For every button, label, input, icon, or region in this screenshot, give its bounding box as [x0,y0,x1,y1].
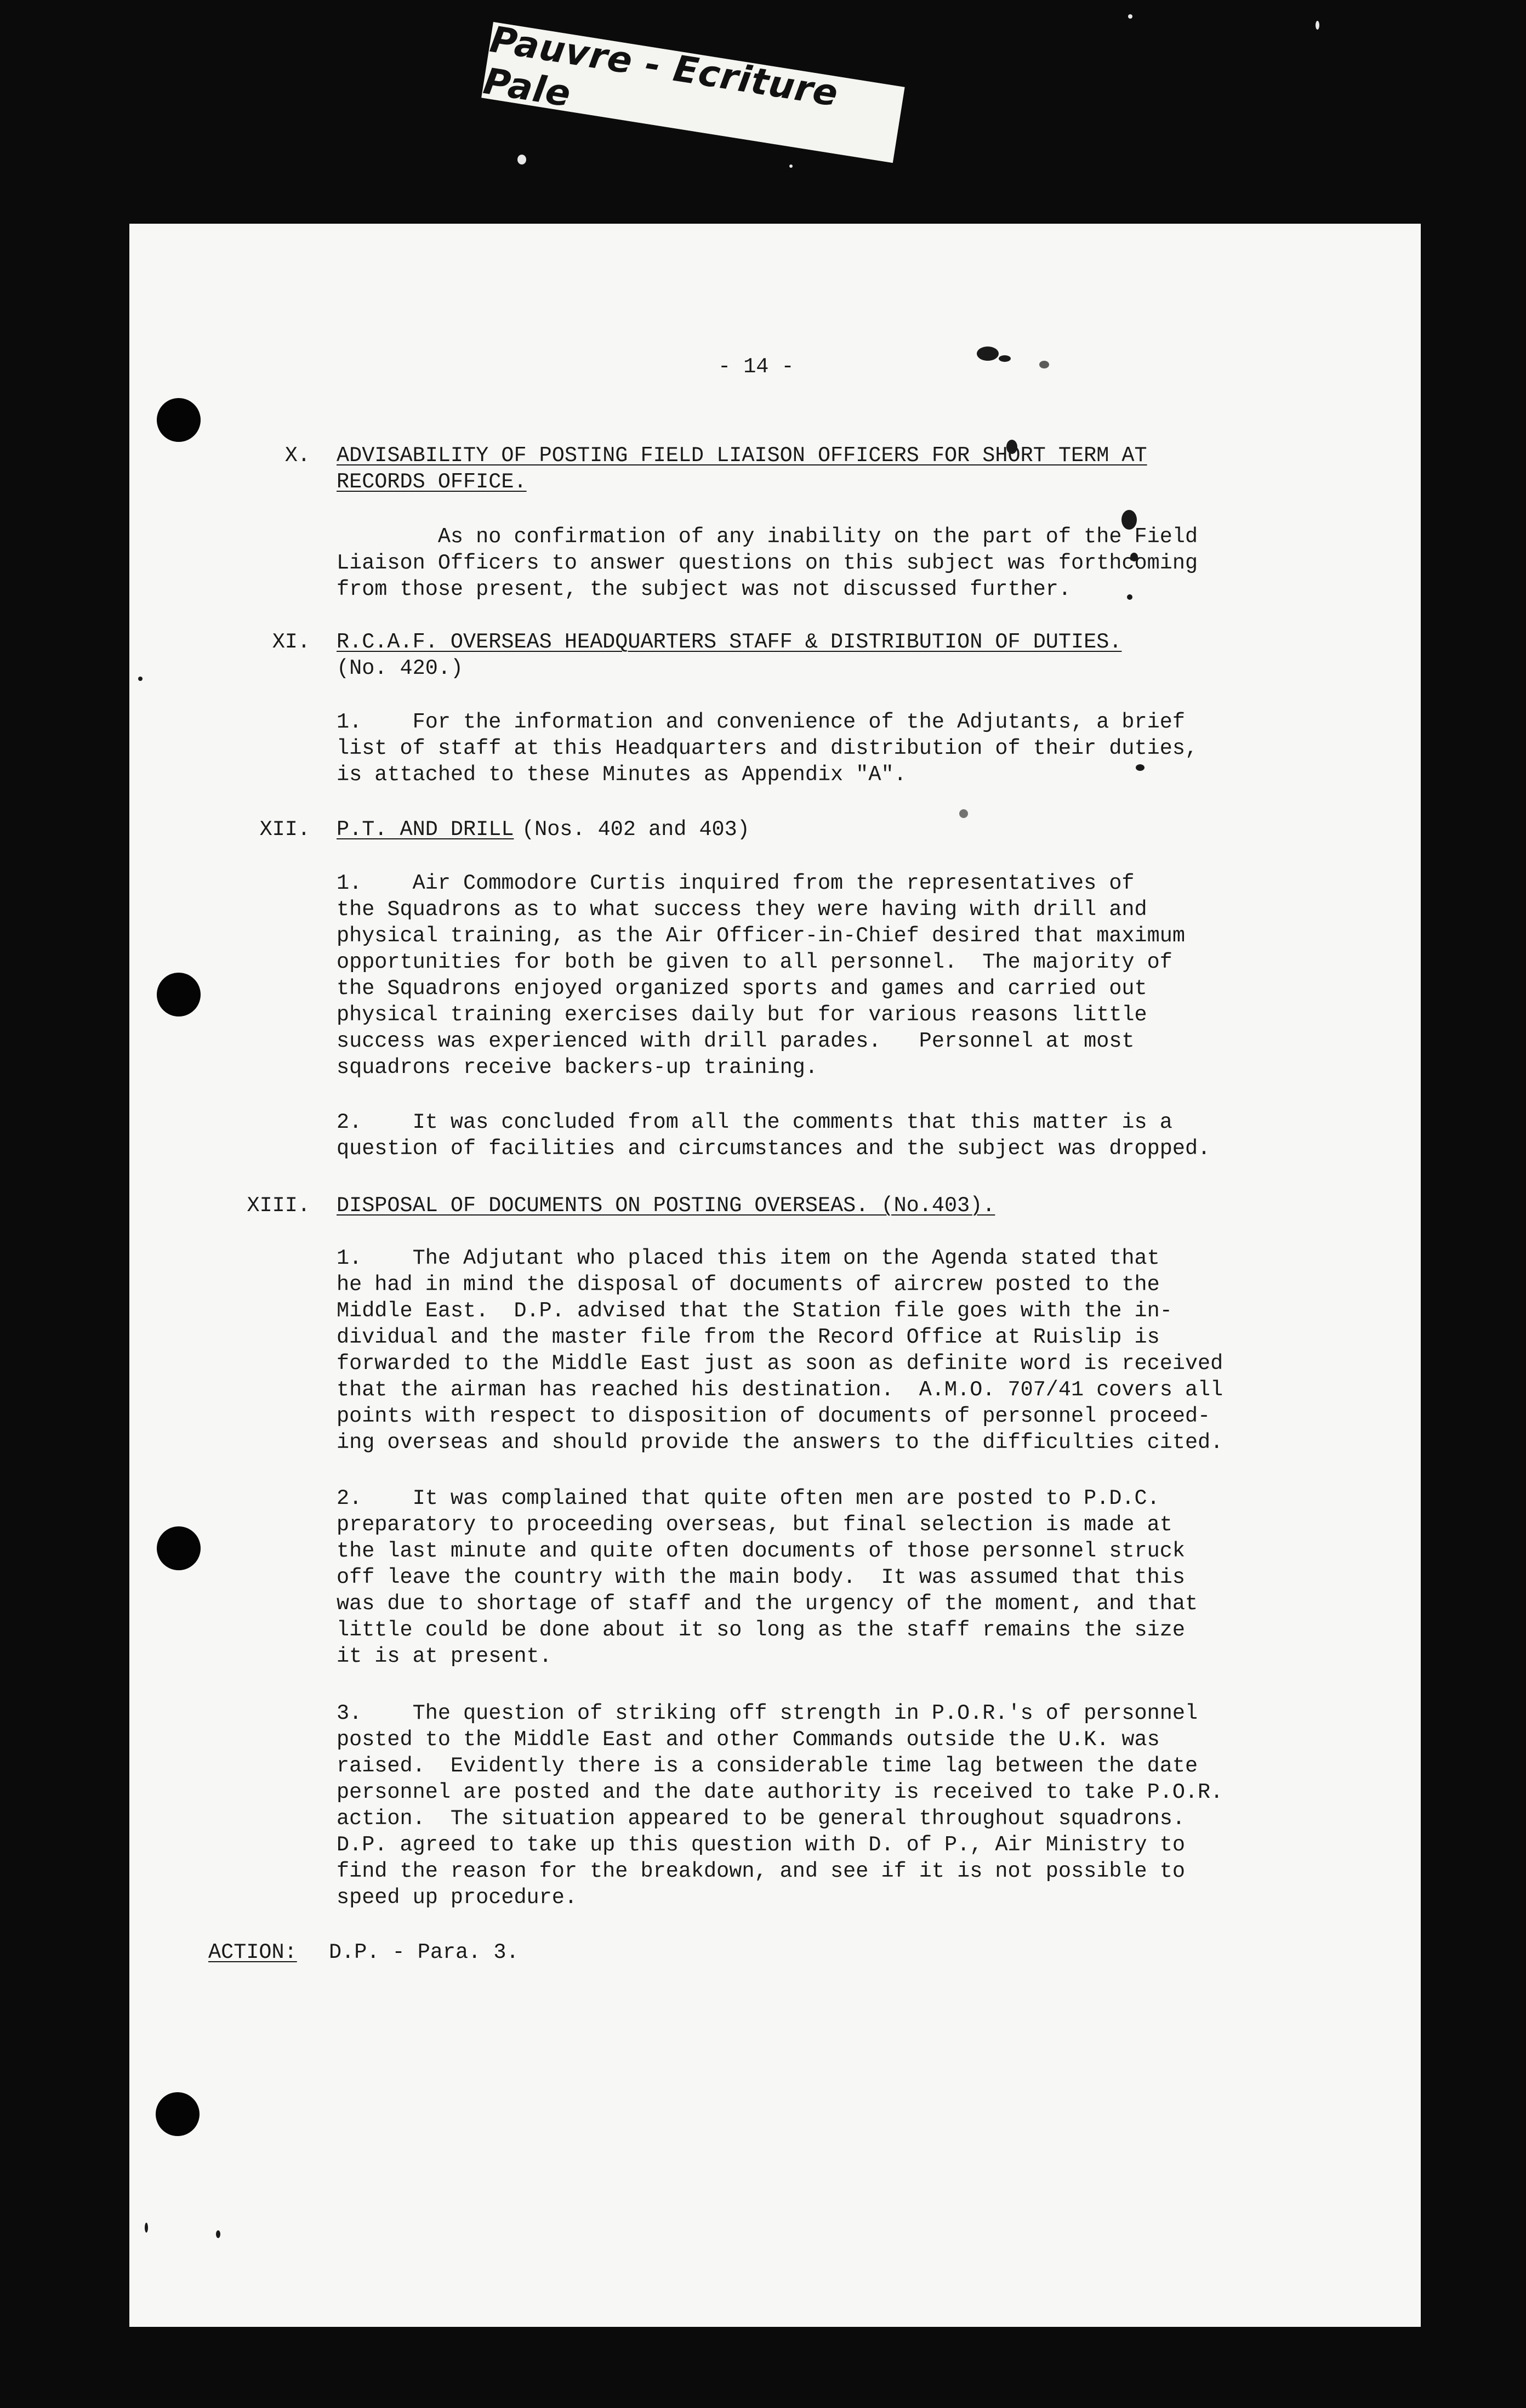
paragraph-line: physical training, as the Air Officer-in-Chief desired that maximum [337,924,1185,948]
document-page [129,224,1421,2327]
paragraph-line: 2. It was complained that quite often men are posted to P.D.C. [337,1486,1160,1510]
paragraph-line: preparatory to proceeding overseas, but final selection is made at [337,1513,1172,1537]
paragraph-line: the Squadrons enjoyed organized sports and games and carried out [337,976,1147,1001]
action-text: D.P. - Para. 3. [329,1940,519,1964]
paragraph-line: D.P. agreed to take up this question with D. of P., Air Ministry to [337,1833,1185,1857]
paragraph-line: ing overseas and should provide the answers to the difficulties cited. [337,1430,1223,1455]
paragraph-line: speed up procedure. [337,1885,577,1910]
paragraph-line: from those present, the subject was not discussed further. [337,577,1072,601]
archive-label-text: Pauvre - Ecriture Pale [481,18,841,116]
paragraph-line: points with respect to disposition of documents of personnel proceed- [337,1404,1211,1428]
section-number: XI. [272,630,310,654]
paragraph-line: find the reason for the breakdown, and see if it is not possible to [337,1859,1185,1883]
ink-smudge [999,355,1011,362]
paragraph-line: was due to shortage of staff and the urgency of the moment, and that [337,1592,1198,1616]
paragraph-line: posted to the Middle East and other Commands outside the U.K. was [337,1728,1160,1752]
paragraph-line: 1. The Adjutant who placed this item on the Agenda stated that [337,1246,1160,1270]
paragraph-line: is attached to these Minutes as Appendix "A". [337,763,907,787]
paragraph-line: question of facilities and circumstances and the subject was dropped. [337,1137,1211,1161]
section-heading: ADVISABILITY OF POSTING FIELD LIAISON OFFICERS FOR SHORT TERM AT [337,444,1147,468]
paragraph-line: physical training exercises daily but for various reasons little [337,1003,1147,1027]
paragraph-line: raised. Evidently there is a considerable time lag between the date [337,1754,1198,1778]
paragraph-line: personnel are posted and the date authority is received to take P.O.R. [337,1780,1223,1804]
ink-smudge [1136,764,1144,771]
paragraph-line: 1. Air Commodore Curtis inquired from the representatives of [337,871,1135,895]
paragraph-line: list of staff at this Headquarters and distribution of their duties, [337,736,1198,760]
paragraph-line: it is at present. [337,1644,552,1668]
action-label: ACTION: [208,1940,297,1964]
archive-label-strip [481,18,905,163]
paragraph-line: opportunities for both be given to all personnel. The majority of [337,950,1172,974]
section-heading: RECORDS OFFICE. [337,470,527,494]
ink-smudge [1039,361,1049,368]
paragraph-line: forwarded to the Middle East just as soon as definite word is received [337,1351,1223,1376]
paragraph-line: 2. It was concluded from all the comments that this matter is a [337,1110,1172,1134]
punch-hole [157,398,201,442]
paragraph-line: 1. For the information and convenience of the Adjutants, a brief [337,710,1185,734]
paragraph-line: dividual and the master file from the Record Office at Ruislip is [337,1325,1160,1349]
paragraph-line: off leave the country with the main body. It was assumed that this [337,1565,1185,1589]
section-heading: R.C.A.F. OVERSEAS HEADQUARTERS STAFF & DISTRIBUTION OF DUTIES. [337,630,1122,654]
paragraph-line: 3. The question of striking off strength in P.O.R.'s of personnel [337,1701,1198,1725]
punch-hole [157,1526,201,1570]
section-number: X. [284,444,310,468]
paragraph-line: squadrons receive backers-up training. [337,1055,818,1080]
film-speck [517,155,526,164]
ink-smudge [977,347,999,361]
section-heading-note: (No. 420.) [337,656,464,680]
paragraph-line: little could be done about it so long as the staff remains the size [337,1618,1185,1642]
punch-hole [157,973,201,1016]
paragraph-line: Liaison Officers to answer questions on this subject was forthcoming [337,551,1198,575]
film-speck [1316,21,1319,30]
paragraph-line: he had in mind the disposal of documents of aircrew posted to the [337,1273,1160,1297]
paragraph-line: success was experienced with drill parades. Personnel at most [337,1029,1135,1053]
ink-smudge [959,809,968,818]
punch-hole [156,2092,200,2136]
ink-smudge [145,2223,148,2233]
ink-smudge [216,2230,220,2238]
section-number: XIII. [247,1194,310,1218]
section-heading: DISPOSAL OF DOCUMENTS ON POSTING OVERSEAS. (No.403). [337,1194,995,1218]
paragraph-line: the Squadrons as to what success they were having with drill and [337,898,1147,922]
ink-smudge [138,677,143,681]
paragraph-line: the last minute and quite often documents of those personnel struck [337,1539,1185,1563]
ink-smudge [1127,594,1132,600]
film-speck [789,164,793,168]
page-number: - 14 - [718,355,794,379]
section-heading-note: (Nos. 402 and 403) [522,817,750,842]
paragraph-line: As no confirmation of any inability on the part of the Field [337,525,1198,549]
paragraph-line: action. The situation appeared to be general throughout squadrons. [337,1807,1185,1831]
section-heading: P.T. AND DRILL [337,817,514,842]
film-speck [1128,14,1132,19]
section-number: XII. [259,817,310,842]
paragraph-line: Middle East. D.P. advised that the Station file goes with the in- [337,1299,1172,1323]
paragraph-line: that the airman has reached his destination. A.M.O. 707/41 covers all [337,1378,1223,1402]
